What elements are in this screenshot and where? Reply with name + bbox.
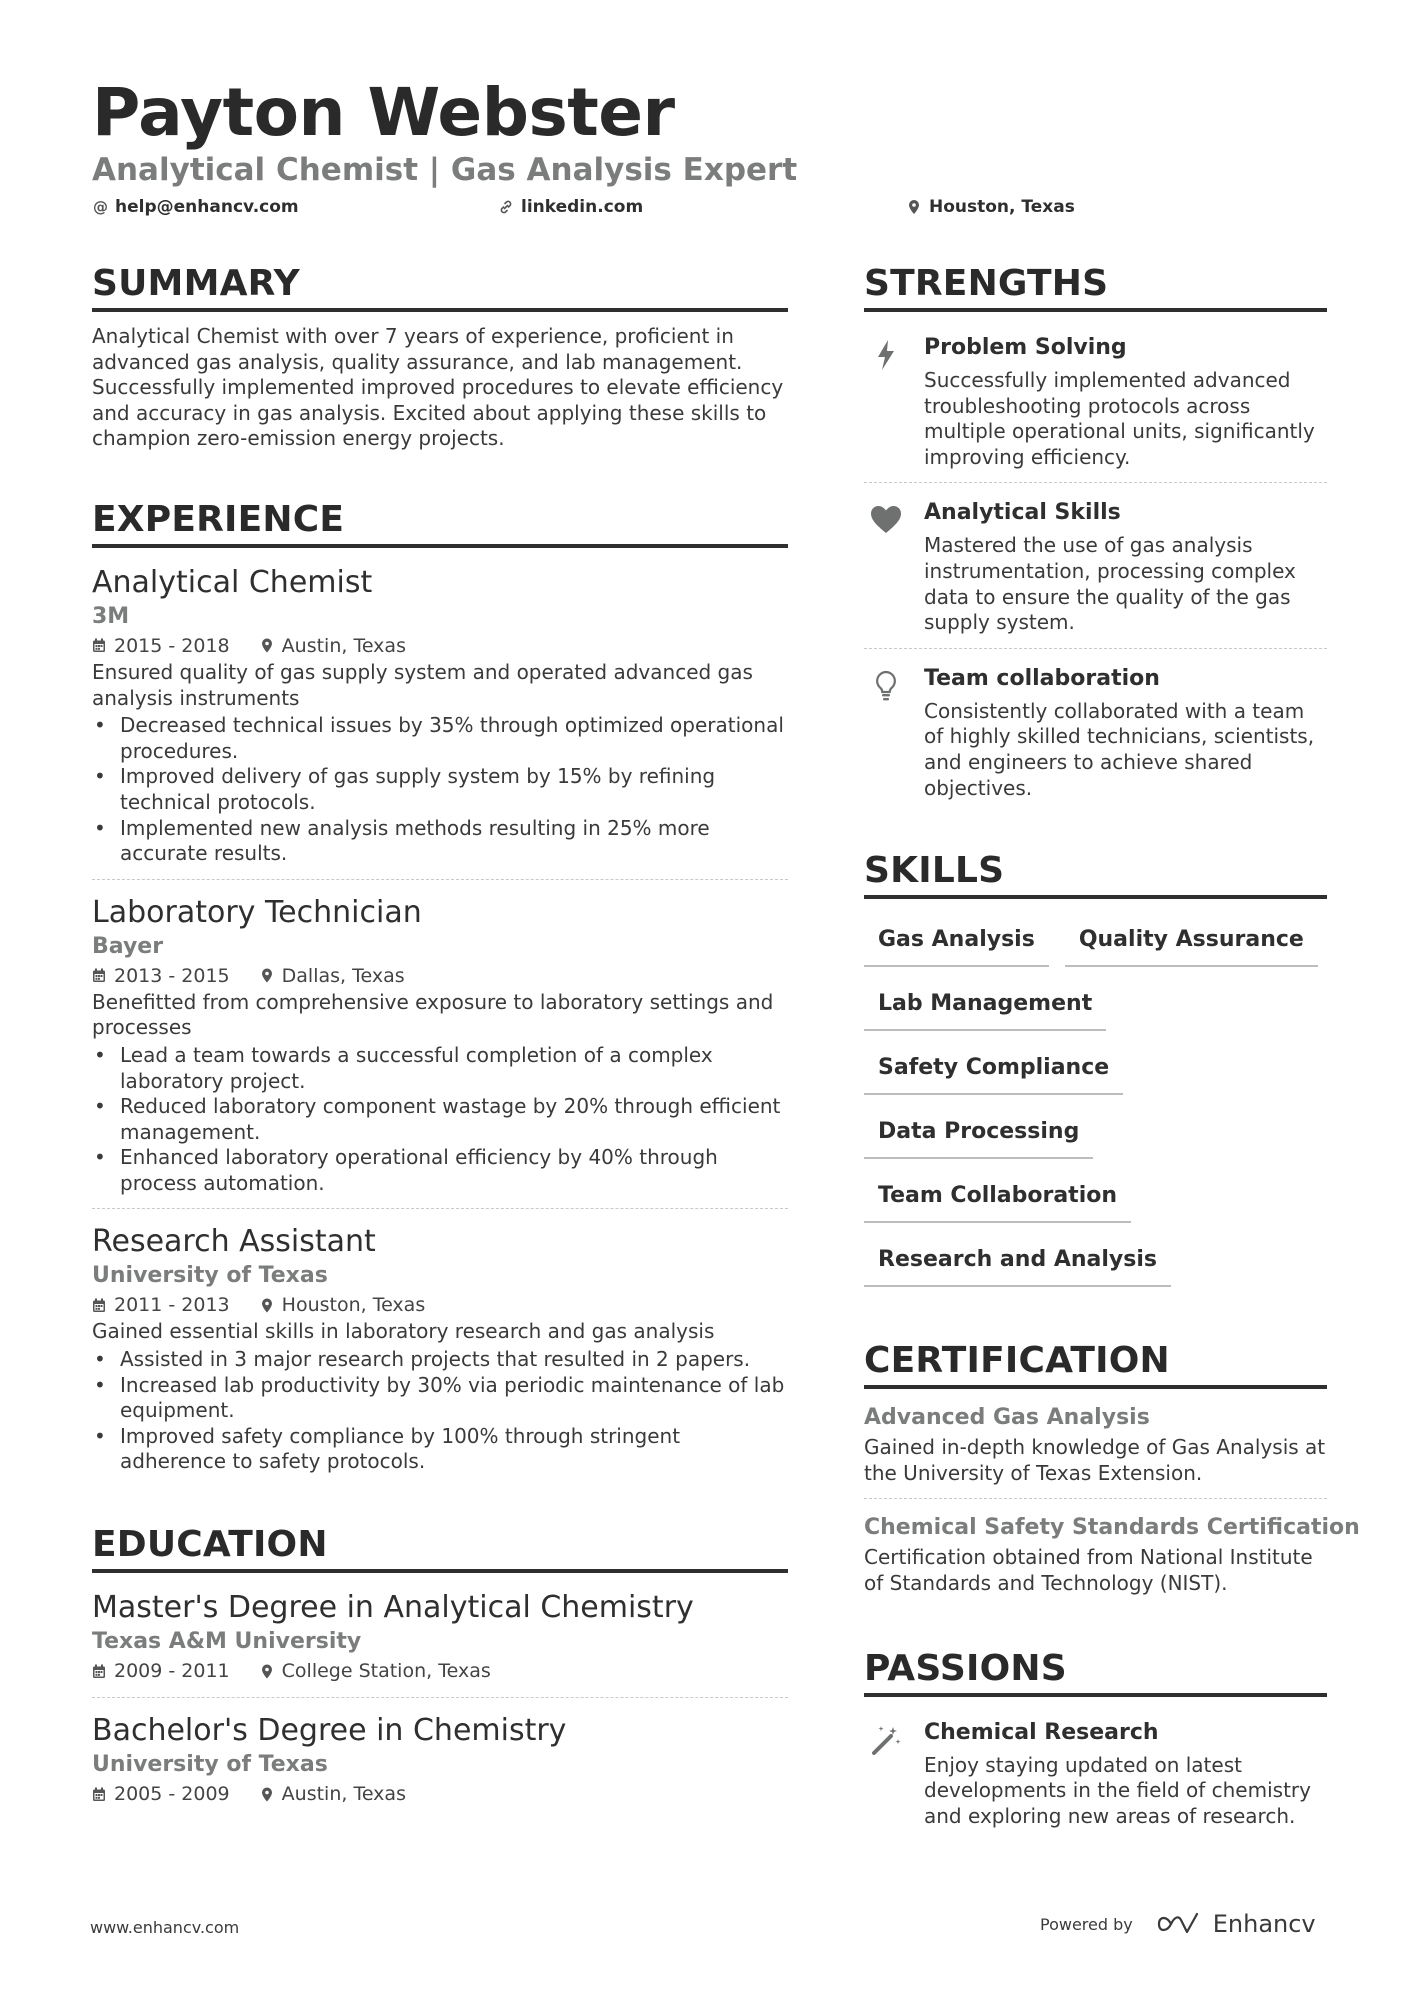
job-title: Research Assistant	[92, 1224, 376, 1260]
strength-item-title: Team collaboration	[924, 665, 1160, 691]
summary-heading: SUMMARY	[92, 262, 788, 312]
achievement-bullet: • Lead a team towards a successful completion of a complex laboratory project.	[92, 1043, 788, 1094]
experience-list	[92, 560, 788, 1487]
education-location	[260, 1657, 491, 1685]
linkedin-text: linkedin.com	[521, 197, 644, 217]
contact-location	[906, 196, 1075, 218]
contact-linkedin[interactable]	[498, 196, 643, 218]
magic-wand-icon	[869, 1723, 903, 1757]
strength-item	[864, 482, 1327, 647]
achievement-bullet: • Reduced laboratory component wastage by 20% through efficient management.	[92, 1094, 788, 1145]
strength-item-description: Consistently collaborated with a team of highly skilled technicians, scientists, and engineers to achieve shared objectives.	[924, 698, 1315, 800]
job-title: Laboratory Technician	[92, 894, 422, 930]
heart-icon	[869, 503, 903, 537]
education-location	[260, 1780, 406, 1808]
calendar-icon	[92, 968, 106, 983]
link-icon	[498, 199, 514, 215]
degree-title: Master's Degree in Analytical Chemistry	[92, 1590, 694, 1626]
magic-wand-icon-wrapper	[864, 1717, 908, 1830]
calendar-icon	[92, 1298, 106, 1313]
achievement-bullet: • Improved safety compliance by 100% through stringent adherence to safety protocols.	[92, 1424, 788, 1475]
job-location	[260, 632, 406, 660]
experience-item	[92, 1208, 788, 1487]
strength-item	[864, 648, 1327, 813]
certification-item	[864, 1498, 1360, 1608]
strength-item-description: Successfully implemented advanced troubleshooting protocols across multiple operational units, significantly improving efficiency.	[924, 368, 1315, 469]
job-location	[260, 1291, 426, 1319]
company-name: University of Texas	[92, 1263, 328, 1289]
location-text: Houston, Texas	[929, 197, 1075, 217]
experience-item	[92, 560, 788, 879]
passion-item-description: Enjoy staying updated on latest developments in the field of chemistry and exploring new areas of research.	[924, 1752, 1311, 1828]
footer-website[interactable]: www.enhancv.com	[90, 1918, 240, 1937]
map-pin-icon	[260, 1787, 274, 1802]
education-heading: EDUCATION	[92, 1523, 788, 1573]
skill-tag: Gas Analysis	[864, 911, 1049, 967]
achievement-bullet: • Increased lab productivity by 30% via periodic maintenance of lab equipment.	[92, 1373, 788, 1424]
map-pin-icon	[906, 199, 922, 215]
passion-item	[864, 1709, 1327, 1842]
job-dates: 2011 - 2013	[114, 1294, 230, 1317]
company-name: 3M	[92, 603, 130, 629]
certification-heading: CERTIFICATION	[864, 1339, 1327, 1389]
certification-list	[864, 1401, 1360, 1608]
passions-section	[864, 1647, 1327, 1842]
skills-heading: SKILLS	[864, 849, 1327, 899]
strengths-list	[864, 324, 1327, 813]
achievement-bullet: • Decreased technical issues by 35% through optimized operational procedures.	[92, 713, 788, 764]
job-description: Ensured quality of gas supply system and operated advanced gas analysis instruments	[92, 659, 753, 710]
lightning-icon	[869, 338, 903, 372]
achievement-bullet: • Enhanced laboratory operational efficiency by 40% through process automation.	[92, 1145, 788, 1196]
enhancv-logo-icon	[1157, 1912, 1203, 1936]
company-name: Bayer	[92, 933, 164, 959]
heart-icon-wrapper	[864, 497, 908, 635]
strength-item-title: Analytical Skills	[924, 500, 1121, 526]
achievement-list	[92, 1043, 788, 1197]
map-pin-icon	[260, 1664, 274, 1679]
education-section	[92, 1523, 788, 1820]
education-meta	[92, 1780, 788, 1808]
contact-email[interactable]	[92, 196, 299, 218]
job-title: Analytical Chemist	[92, 564, 373, 600]
strengths-section	[864, 262, 1327, 813]
education-dates: 2005 - 2009	[114, 1783, 230, 1806]
certification-description: Certification obtained from National Institute of Standards and Technology (NIST).	[864, 1545, 1313, 1595]
certification-description: Gained in-depth knowledge of Gas Analysis at the University of Texas Extension.	[864, 1435, 1326, 1485]
skill-tag: Quality Assurance	[1065, 911, 1318, 967]
achievement-bullet: • Assisted in 3 major research projects that resulted in 2 papers.	[92, 1347, 788, 1373]
passions-heading: PASSIONS	[864, 1647, 1327, 1697]
strengths-heading: STRENGTHS	[864, 262, 1327, 312]
lightbulb-icon	[869, 669, 903, 703]
skill-tag: Safety Compliance	[864, 1039, 1123, 1095]
certification-section	[864, 1339, 1360, 1608]
education-meta	[92, 1657, 788, 1685]
map-pin-icon	[260, 1298, 274, 1313]
strength-item-description: Mastered the use of gas analysis instrumentation, processing complex data to ensure the quality of the gas supply system.	[924, 533, 1296, 635]
skills-list	[864, 911, 1327, 1303]
job-location-text: Houston, Texas	[281, 1294, 426, 1317]
summary-text: Analytical Chemist with over 7 years of experience, proficient in advanced gas analysis, quality assurance, and lab management. Successfully implemented improved procedures to elevate efficiency and accuracy in gas analysis. Excited about applying these skills to champion zero-emission energy projects.	[92, 324, 784, 451]
experience-section	[92, 498, 788, 1487]
brand-logo[interactable]	[1157, 1910, 1316, 1938]
strength-item	[864, 324, 1327, 482]
job-meta	[92, 1291, 788, 1319]
job-dates: 2015 - 2018	[114, 634, 230, 657]
footer-branding	[1040, 1910, 1316, 1938]
job-location	[260, 962, 405, 990]
education-location-text: Austin, Texas	[281, 1783, 406, 1806]
job-description: Benefitted from comprehensive exposure to laboratory settings and processes	[92, 989, 774, 1040]
experience-item	[92, 879, 788, 1209]
calendar-icon	[92, 1664, 106, 1679]
job-location-text: Austin, Texas	[281, 634, 406, 657]
education-list	[92, 1585, 788, 1820]
brand-name: Enhancv	[1212, 1910, 1316, 1938]
education-location-text: College Station, Texas	[281, 1660, 491, 1683]
calendar-icon	[92, 638, 106, 653]
candidate-title: Analytical Chemist | Gas Analysis Expert	[92, 152, 798, 188]
job-location-text: Dallas, Texas	[281, 964, 405, 987]
achievement-bullet: • Implemented new analysis methods resulting in 25% more accurate results.	[92, 816, 788, 867]
passions-list	[864, 1709, 1327, 1842]
strength-item-title: Problem Solving	[924, 335, 1127, 360]
degree-title: Bachelor's Degree in Chemistry	[92, 1713, 567, 1749]
svg-text:@: @	[93, 199, 108, 215]
passion-item-title: Chemical Research	[924, 1719, 1159, 1745]
school-name: University of Texas	[92, 1752, 328, 1778]
powered-by-text: Powered by	[1040, 1914, 1133, 1934]
job-meta	[92, 962, 788, 990]
right-column	[864, 262, 1360, 1841]
experience-heading: EXPERIENCE	[92, 498, 788, 548]
job-meta	[92, 632, 788, 660]
at-icon	[92, 199, 108, 215]
skills-section	[864, 849, 1327, 1303]
calendar-icon	[92, 1787, 106, 1802]
left-column	[92, 262, 788, 1820]
certification-title: Advanced Gas Analysis	[864, 1405, 1150, 1431]
email-text: help@enhancv.com	[115, 197, 299, 217]
skill-tag: Research and Analysis	[864, 1231, 1171, 1287]
achievement-bullet: • Improved delivery of gas supply system by 15% by refining technical protocols.	[92, 764, 788, 815]
lightbulb-icon-wrapper	[864, 663, 908, 801]
map-pin-icon	[260, 638, 274, 653]
candidate-name: Payton Webster	[92, 74, 675, 151]
summary-section	[92, 262, 788, 452]
skill-tag: Team Collaboration	[864, 1167, 1131, 1223]
certification-title: Chemical Safety Standards Certification	[864, 1515, 1360, 1541]
education-dates: 2009 - 2011	[114, 1660, 230, 1683]
lightning-icon-wrapper	[864, 332, 908, 470]
achievement-list	[92, 713, 788, 867]
job-description: Gained essential skills in laboratory research and gas analysis	[92, 1319, 715, 1344]
job-dates: 2013 - 2015	[114, 964, 230, 987]
map-pin-icon	[260, 968, 274, 983]
school-name: Texas A&M University	[92, 1629, 362, 1655]
skill-tag: Lab Management	[864, 975, 1106, 1031]
certification-item	[864, 1401, 1327, 1498]
achievement-list	[92, 1347, 788, 1475]
skill-tag: Data Processing	[864, 1103, 1093, 1159]
education-item	[92, 1585, 788, 1697]
education-item	[92, 1697, 788, 1820]
